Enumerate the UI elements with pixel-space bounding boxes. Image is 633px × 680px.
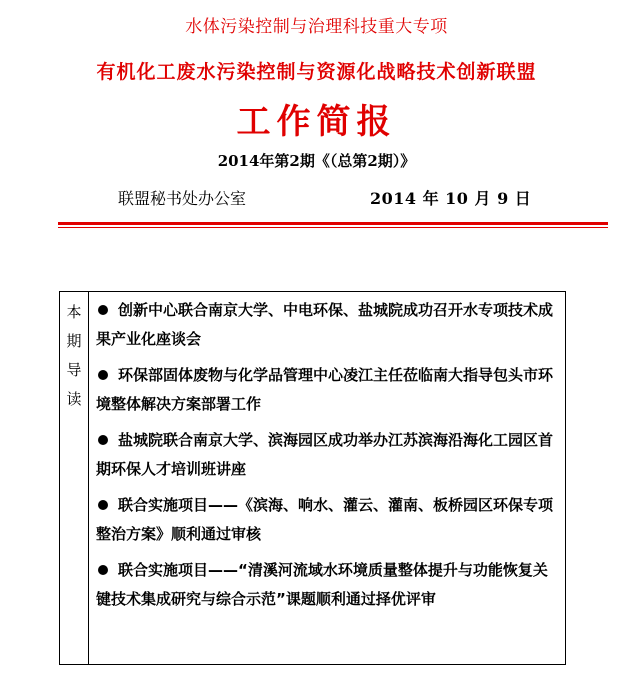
- issue-number: 2014年第2期《（总第2期）》: [217, 152, 416, 170]
- bullet-icon: [98, 305, 108, 315]
- toc-item: [96, 491, 561, 549]
- bullet-icon: [98, 565, 108, 575]
- toc-item: [96, 556, 561, 614]
- red-divider-thick: [58, 222, 608, 225]
- red-divider-thin: [58, 227, 608, 228]
- toc-item-text: 创新中心联合南京大学、中电环保、盐城院成功召开水专项技术成果产业化座谈会: [96, 301, 554, 348]
- toc-item-text: 联合实施项目——“清溪河流域水环境质量整体提升与功能恢复关键技术集成研究与综合示范”课题顺利通过择优评审: [96, 561, 548, 608]
- toc-item-text: 联合实施项目——《滨海、响水、灌云、灌南、板桥园区环保专项整治方案》顺利通过审核: [96, 496, 554, 543]
- table-of-contents: [59, 291, 566, 665]
- toc-label-char: 本: [66, 303, 82, 321]
- toc-item: [96, 361, 561, 419]
- toc-label-char: 导: [66, 361, 82, 379]
- bullet-icon: [98, 370, 108, 380]
- toc-label-char: 期: [66, 332, 82, 350]
- toc-label: [60, 298, 88, 414]
- office-name: 联盟秘书处办公室: [118, 189, 247, 208]
- page-title: 工作简报: [236, 102, 397, 142]
- program-title: 水体污染控制与治理科技重大专项: [185, 17, 448, 37]
- publish-date: 2014 年 10 月 9 日: [370, 189, 532, 208]
- toc-item: [96, 296, 561, 354]
- toc-divider: [88, 292, 89, 664]
- bullet-icon: [98, 435, 108, 445]
- toc-item-text: 环保部固体废物与化学品管理中心凌江主任莅临南大指导包头市环境整体解决方案部署工作: [96, 366, 554, 413]
- bullet-icon: [98, 500, 108, 510]
- toc-label-char: 读: [66, 390, 82, 408]
- toc-list: [96, 296, 561, 621]
- toc-item: [96, 426, 561, 484]
- toc-item-text: 盐城院联合南京大学、滨海园区成功举办江苏滨海沿海化工园区首期环保人才培训班讲座: [96, 431, 554, 478]
- alliance-title: 有机化工废水污染控制与资源化战略技术创新联盟: [96, 61, 537, 83]
